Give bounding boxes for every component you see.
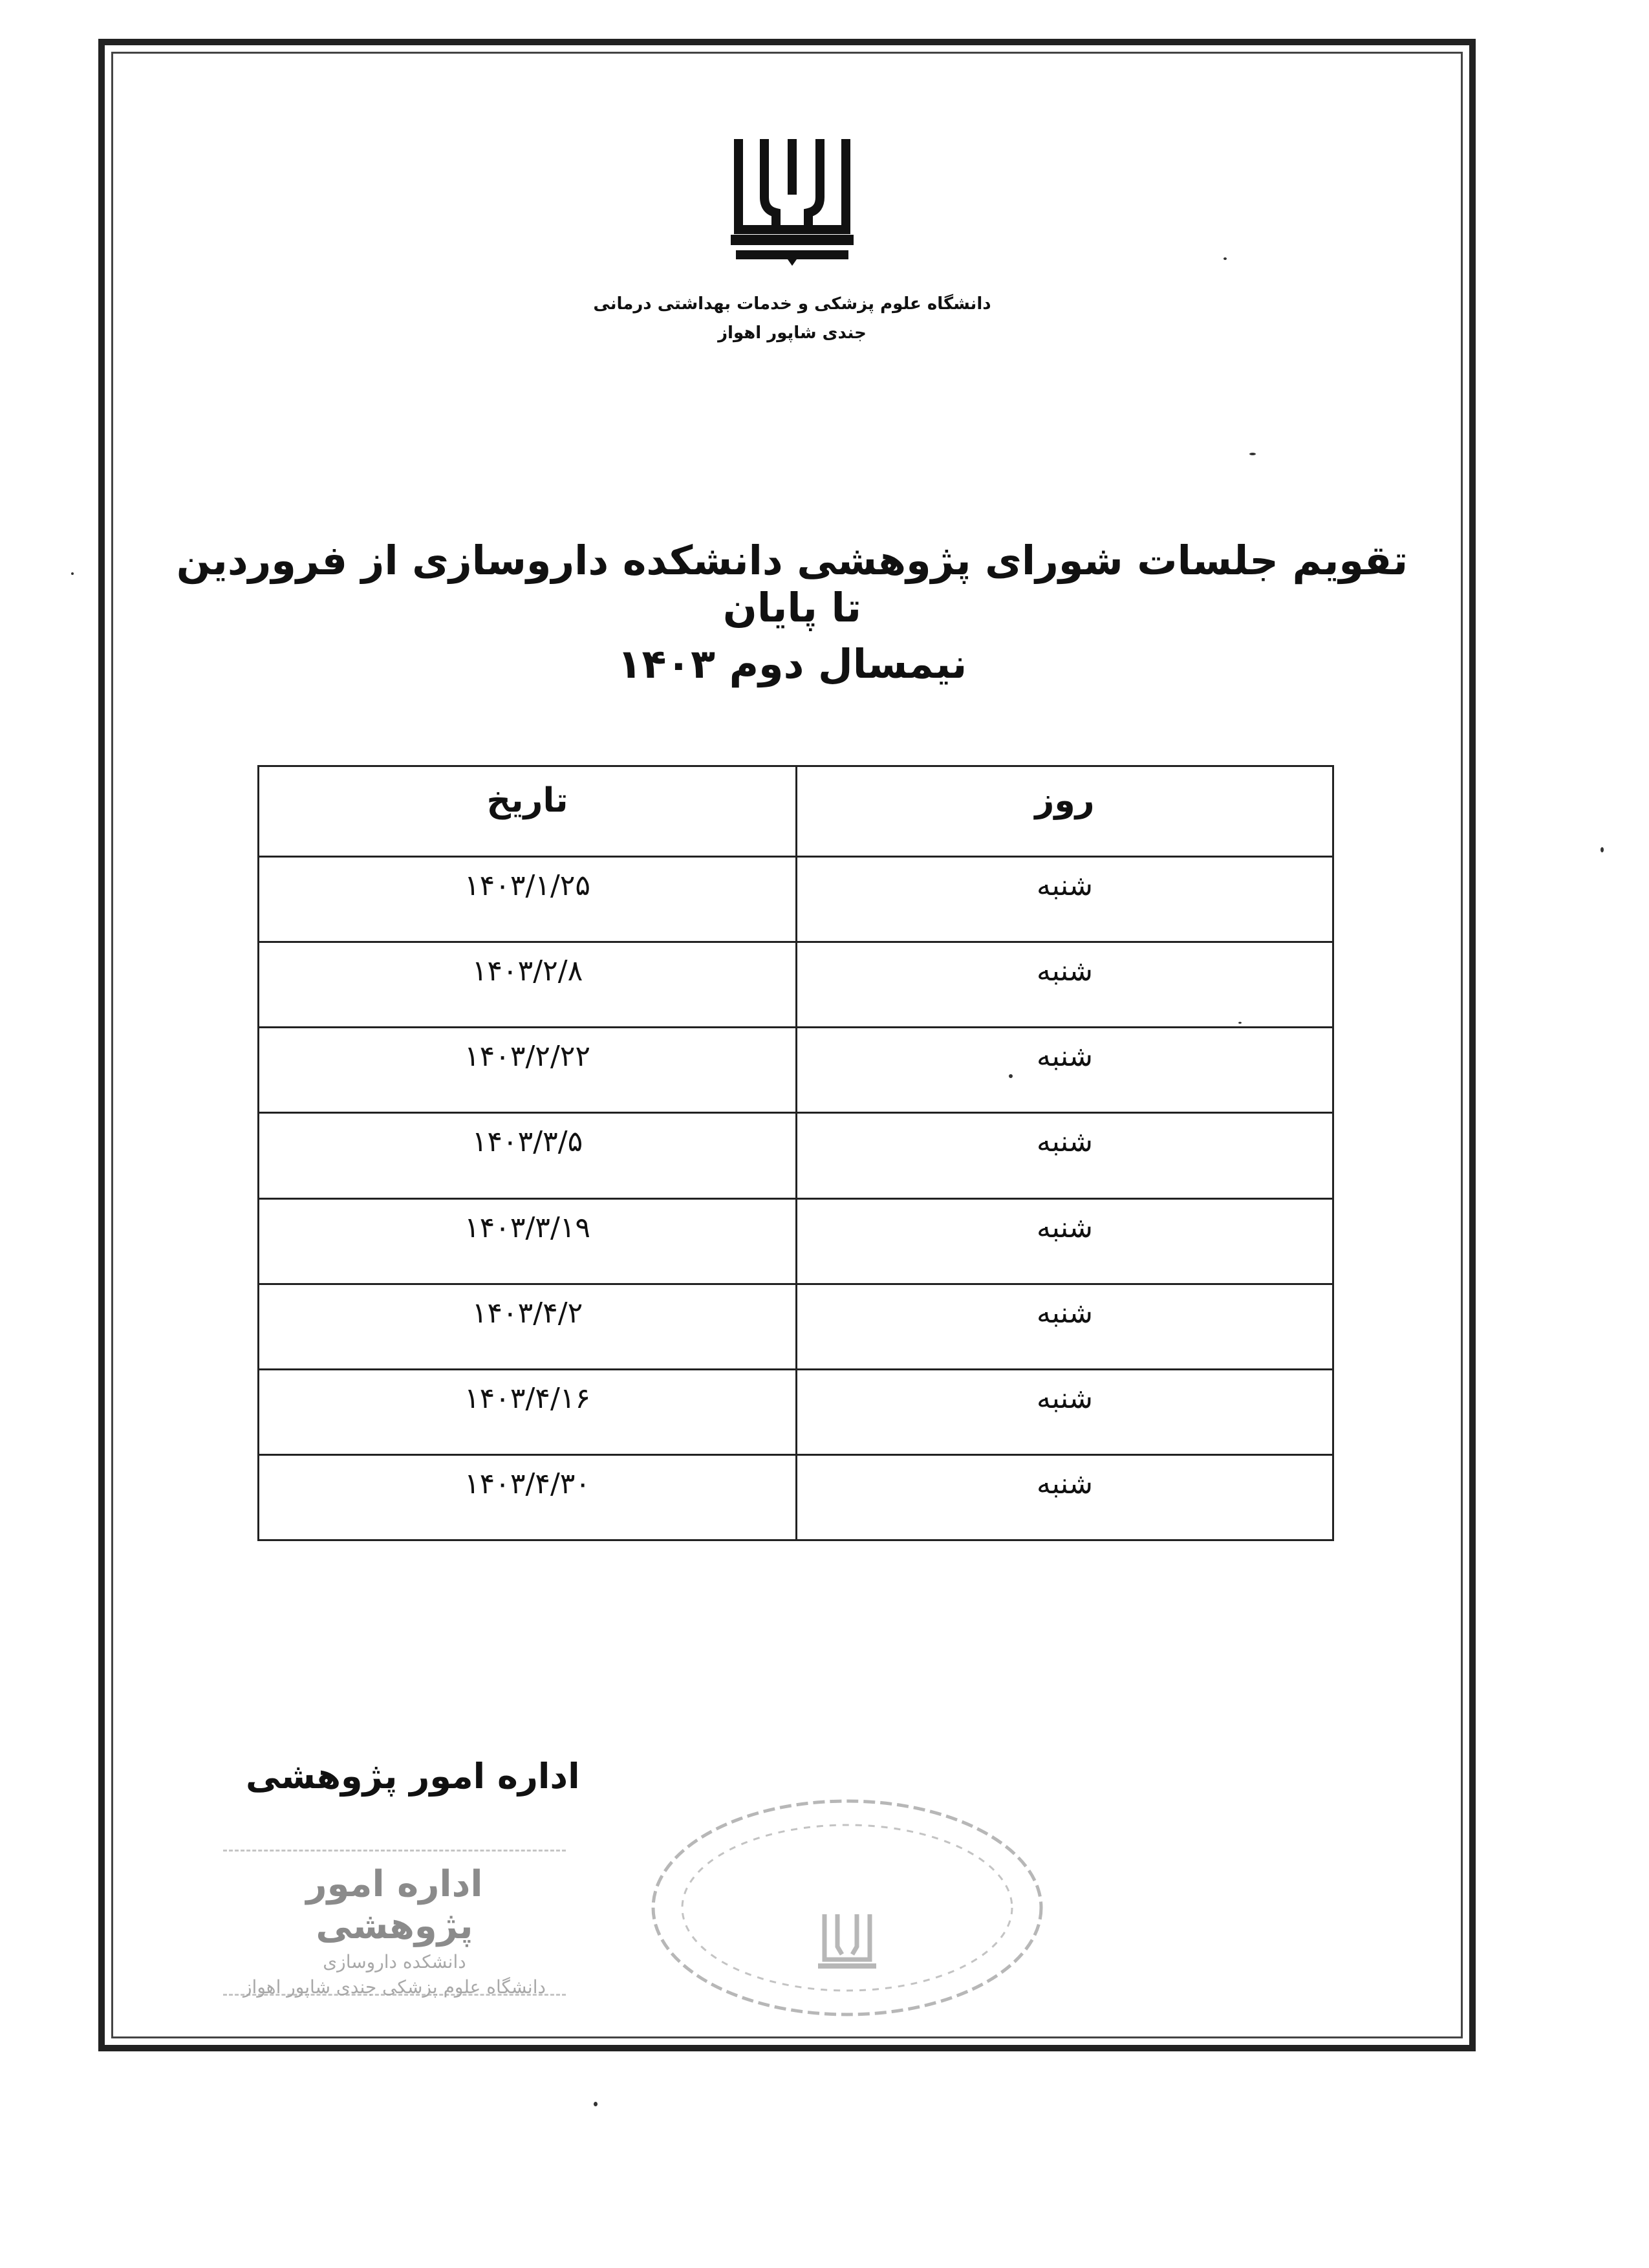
cell-date: ۱۴۰۳/۲/۸	[259, 942, 797, 1028]
header-date: تاریخ	[259, 766, 797, 857]
table-row	[259, 1369, 1333, 1454]
scan-speck	[71, 572, 74, 575]
meeting-schedule-table	[257, 765, 1334, 1541]
page-title: تقویم جلسات شورای پژوهشی دانشکده داروسازی از فروردین تا پایان	[176, 537, 1408, 631]
table-row	[259, 1028, 1333, 1113]
cell-day: شنبه	[797, 1454, 1333, 1540]
table-row	[259, 1284, 1333, 1369]
cell-date: ۱۴۰۳/۴/۲	[259, 1284, 797, 1369]
cell-date: ۱۴۰۳/۳/۵	[259, 1113, 797, 1198]
cell-date: ۱۴۰۳/۴/۱۶	[259, 1369, 797, 1454]
table-row	[259, 942, 1333, 1028]
scan-speck	[1600, 847, 1604, 852]
cell-date: ۱۴۰۳/۱/۲۵	[259, 857, 797, 942]
rectangular-stamp	[223, 1850, 566, 1996]
stamp-university: دانشگاه علوم پزشکی جندی شاپور اهواز	[243, 1976, 546, 1998]
cell-day: شنبه	[797, 1028, 1333, 1113]
cell-date: ۱۴۰۳/۳/۱۹	[259, 1198, 797, 1284]
scan-speck	[1238, 1022, 1242, 1024]
office-signature-label: اداره امور پژوهشی	[246, 1756, 580, 1797]
table-row	[259, 1113, 1333, 1198]
cell-day: شنبه	[797, 1369, 1333, 1454]
university-city: جندی شاپور اهواز	[718, 323, 867, 343]
cell-day: شنبه	[797, 857, 1333, 942]
header-day: روز	[797, 766, 1333, 857]
cell-day: شنبه	[797, 1198, 1333, 1284]
university-name: دانشگاه علوم پزشکی و خدمات بهداشتی درمانی	[593, 294, 991, 314]
scan-speck	[594, 2102, 598, 2106]
round-seal-icon	[640, 1785, 1054, 2024]
table-row	[259, 1454, 1333, 1540]
table-row	[259, 857, 1333, 942]
university-logo-icon	[724, 133, 860, 283]
stamp-faculty: دانشکده داروسازی	[323, 1951, 466, 1972]
cell-day: شنبه	[797, 1284, 1333, 1369]
table-row	[259, 1198, 1333, 1284]
scan-speck	[1249, 453, 1256, 455]
cell-day: شنبه	[797, 1113, 1333, 1198]
cell-date: ۱۴۰۳/۲/۲۲	[259, 1028, 797, 1113]
stamp-title: اداره امور پژوهشی	[306, 1863, 483, 1947]
table-header-row	[259, 766, 1333, 857]
page-subtitle: نیمسال دوم ۱۴۰۳	[617, 640, 967, 687]
scan-speck	[1009, 1074, 1013, 1078]
scan-speck	[1223, 257, 1227, 260]
cell-date: ۱۴۰۳/۴/۳۰	[259, 1454, 797, 1540]
cell-day: شنبه	[797, 942, 1333, 1028]
